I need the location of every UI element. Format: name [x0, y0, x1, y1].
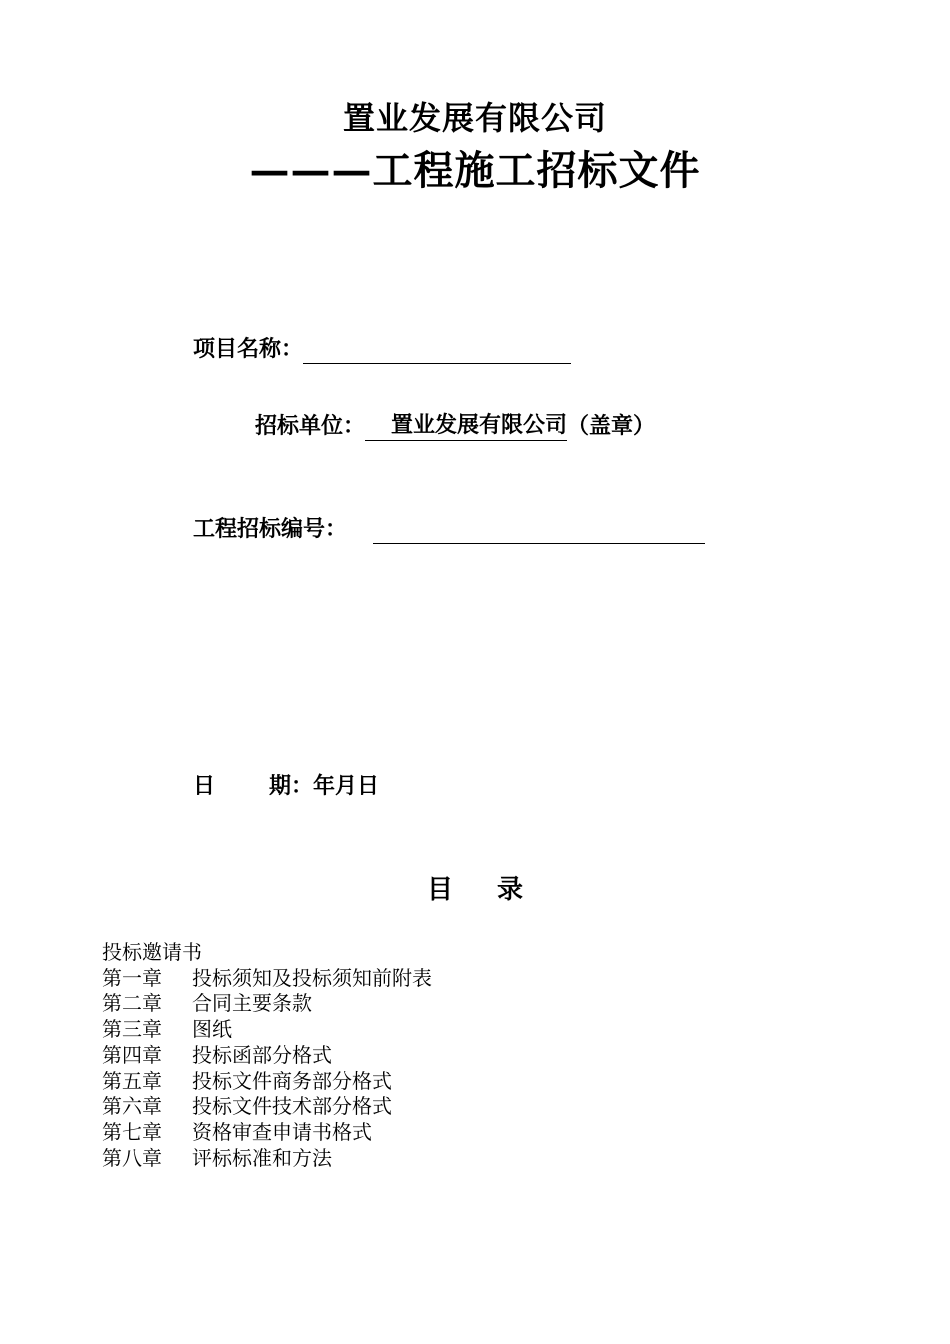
- date-value: 年月日: [313, 773, 380, 799]
- toc-item-text: 投标文件商务部分格式: [192, 1068, 392, 1093]
- toc-item: [102, 1069, 432, 1095]
- tender-number-label: 工程招标编号：: [193, 516, 348, 542]
- toc-item-text: 资格审查申请书格式: [192, 1119, 372, 1144]
- tender-unit-seal-note: （盖章）: [567, 413, 656, 439]
- toc-heading-part-1: 目: [426, 875, 453, 905]
- toc-item-chapter: 第七章: [102, 1119, 162, 1144]
- toc-item-invitation: [102, 940, 432, 966]
- date-label-second: 期：: [269, 773, 314, 799]
- toc-item-chapter: 第五章: [102, 1068, 162, 1093]
- project-name-blank: [303, 341, 571, 364]
- toc-heading: [0, 872, 950, 908]
- toc-item-chapter: 第二章: [102, 991, 162, 1016]
- toc-item-chapter: 第三章: [102, 1017, 162, 1042]
- company-title: 置业发展有限公司: [342, 99, 607, 137]
- date-label-first: 日: [193, 773, 216, 799]
- project-name-label: 项目名称：: [193, 336, 304, 362]
- toc-item-chapter: 第一章: [102, 965, 162, 990]
- toc-item: [102, 1120, 432, 1146]
- toc-item: [102, 966, 432, 992]
- tender-unit-label: 招标单位：: [255, 413, 366, 439]
- toc-item-text: 合同主要条款: [192, 991, 312, 1016]
- toc-item-text: 图纸: [192, 1017, 232, 1042]
- document-title: ———工程施工招标文件: [249, 147, 701, 194]
- tender-unit-value: 置业发展有限公司: [365, 410, 567, 441]
- toc-item: [102, 1017, 432, 1043]
- toc-item: [102, 1094, 432, 1120]
- date-field: [193, 771, 379, 801]
- toc-item: [102, 1146, 432, 1172]
- toc-item-chapter: 第八章: [102, 1145, 162, 1170]
- toc-item-text: 投标邀请书: [102, 940, 202, 964]
- toc-item-text: 投标函部分格式: [192, 1042, 332, 1067]
- toc-item: [102, 991, 432, 1017]
- toc-list: [102, 940, 432, 1171]
- tender-number-field: [193, 514, 705, 544]
- toc-heading-part-2: 录: [497, 875, 524, 905]
- project-name-field: [193, 334, 571, 364]
- toc-item-chapter: 第四章: [102, 1042, 162, 1067]
- toc-item: [102, 1043, 432, 1069]
- tender-unit-field: [255, 410, 655, 441]
- toc-item-text: 投标文件技术部分格式: [192, 1094, 392, 1119]
- toc-item-chapter: 第六章: [102, 1094, 162, 1119]
- toc-item-text: 投标须知及投标须知前附表: [192, 965, 432, 990]
- toc-item-text: 评标标准和方法: [192, 1145, 332, 1170]
- tender-number-blank: [373, 521, 705, 544]
